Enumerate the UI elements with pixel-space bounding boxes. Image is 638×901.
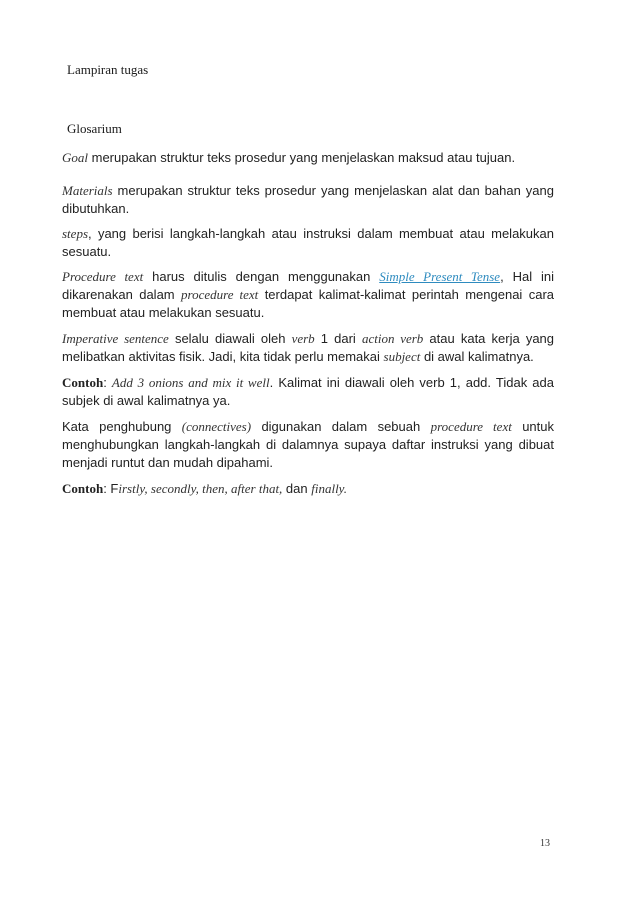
text: digunakan dalam sebuah xyxy=(251,419,431,434)
text: 1 dari xyxy=(314,331,362,346)
text: atau kata kerja yang melibatkan aktivitas fisik. Jadi, kita tidak perlu memakai xyxy=(62,331,555,364)
term-procedure-text: Procedure text xyxy=(62,269,144,284)
term-action-verb: action verb xyxy=(361,331,424,346)
connectives-list: irstly, secondly, then, after that, xyxy=(118,481,283,496)
text: : xyxy=(103,375,112,390)
term-steps: steps xyxy=(62,226,88,241)
glossary-example-2 xyxy=(62,480,554,498)
text: , Hal ini dikarenakan dalam xyxy=(62,269,555,302)
term-subject: subject xyxy=(383,349,421,364)
text: merupakan struktur teks prosedur yang menjelaskan maksud atau tujuan. xyxy=(88,150,516,165)
page-number: 13 xyxy=(540,838,550,849)
glossary-materials xyxy=(62,182,554,218)
text: , yang berisi langkah-langkah atau instruksi dalam membuat atau melakukan sesuatu. xyxy=(62,226,554,259)
text: selalu diawali oleh xyxy=(168,331,292,346)
text: harus ditulis dengan menggunakan xyxy=(143,269,380,284)
term-verb: verb xyxy=(291,331,315,346)
term-procedure-text-3: procedure text xyxy=(430,419,512,434)
simple-present-tense-link[interactable]: Simple Present Tense xyxy=(379,269,501,284)
text: di awal kalimatnya. xyxy=(420,349,534,364)
term-connectives: (connectives) xyxy=(181,419,252,434)
glossary-imperative-sentence xyxy=(62,330,554,366)
text: untuk menghubungkan langkah-langkah di dalamnya supaya daftar instruksi yang dibuat menjadi runtut dan mudah dipahami. xyxy=(62,419,554,470)
glossary-goal xyxy=(62,149,554,167)
glossary-connectives xyxy=(62,418,554,472)
page-header-title: Lampiran tugas xyxy=(67,62,149,77)
glossary-heading: Glosarium xyxy=(67,121,122,136)
example-label-2: Contoh xyxy=(62,481,104,496)
term-materials: Materials xyxy=(62,183,113,198)
text: : xyxy=(103,481,111,496)
text: terdapat kalimat-kalimat perintah mengenai cara membuat atau melakukan sesuatu. xyxy=(62,287,555,320)
text: . Kalimat ini diawali oleh verb 1, add. Tidak ada subjek di awal kalimatnya ya. xyxy=(62,375,554,408)
example-sentence: Add 3 onions and mix it well xyxy=(111,375,270,390)
glossary-procedure-text xyxy=(62,268,554,322)
connective-finally: finally. xyxy=(311,481,347,496)
example-label: Contoh xyxy=(62,375,104,390)
text: Kata penghubung xyxy=(62,419,182,434)
term-imperative-sentence: Imperative sentence xyxy=(62,331,169,346)
text: merupakan struktur teks prosedur yang menjelaskan alat dan bahan yang dibutuhkan. xyxy=(62,183,554,216)
term-procedure-text-2: procedure text xyxy=(181,287,259,302)
term-goal: Goal xyxy=(62,150,88,165)
glossary-steps xyxy=(62,225,554,261)
text: F xyxy=(110,481,119,496)
glossary-example-1 xyxy=(62,374,554,410)
text: dan xyxy=(282,481,312,496)
